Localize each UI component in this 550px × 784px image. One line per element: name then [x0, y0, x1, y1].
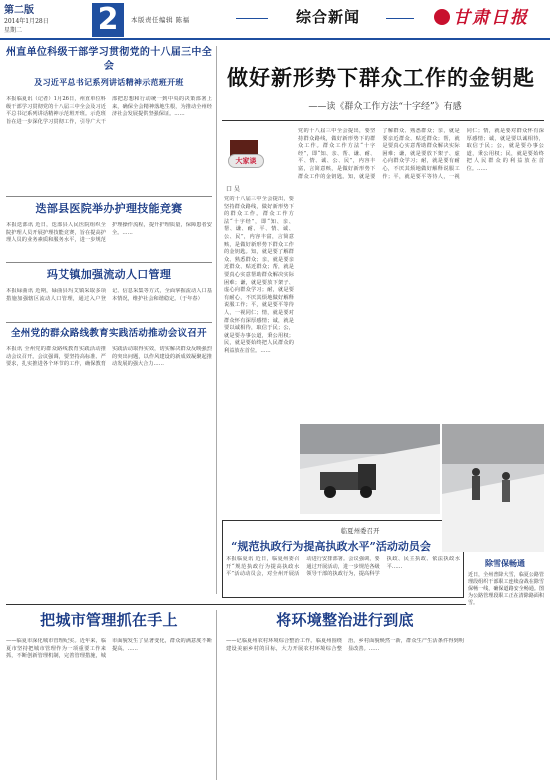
logo-seal-icon — [434, 9, 450, 25]
weekday: 星期二 — [4, 27, 23, 34]
masthead — [0, 0, 550, 42]
feature-author: 口 吴 — [226, 186, 240, 193]
photo-headline: 除雪保畅通 — [485, 558, 525, 568]
story-nursing-contest — [6, 202, 212, 260]
feature-rule — [222, 120, 544, 121]
masthead-rule — [0, 38, 550, 40]
section-rule-left — [236, 18, 268, 19]
page-number: 2 — [92, 3, 124, 37]
section-title: 综合新闻 — [295, 8, 360, 26]
paper-name: 甘肃日报 — [453, 8, 529, 28]
feature-subheadline: ——读《群众工作方法“十字经”》有感 — [308, 102, 462, 112]
inner-story-body: 本报临夏讯 近日，临夏州委召开“规范执政行为提高执政水平”活动动员会，对全州开展活动进行安排部署。会议强调，要通过开展活动，进一步规范各级领导干部的执政行为，提高科学执政、民主执政、依法执政水平…… — [226, 556, 460, 578]
editors-line: 本版责任编辑 陈福 — [131, 16, 190, 24]
headline: 全州党的群众路线教育实践活动推动会议召开 — [10, 328, 207, 339]
story-environment — [226, 610, 464, 784]
photo-caption: 近日，全州普降大雪，临夏公路管理段组织干部职工连续奋战在除雪保畅一线，确保道路安全畅通。图为公路管理段职工正在清除路面积雪。 — [468, 572, 544, 606]
feature-headline: 做好新形势下群众工作的金钥匙 — [227, 65, 535, 90]
feature-body-col1: 党的十八届三中全会提出，要坚持群众路线，做好新形势下的群众工作。群众工作方法“十字经”，即“知、亲、帮、谦、耐、平、情、诚、公、民”，内容丰富，言简意赅，是做好新形势下群众工作的金钥匙。知，就是要了解群众、熟悉群众；亲，就是要亲近群众、贴近群众；帮，就是要真心实意帮助群众解决实际困难；谦，就是要放下架子、虚心向群众学习；耐，就是要有耐心，不厌其烦地做好解释说服工作；平，就是要平等待人，一视同仁；情，就是要对群众怀有深厚感情；诚，就是要以诚相待，取信于民；公，就是要办事公道，秉公用权；民，就是要始终把人民群众的利益放在首位。…… — [224, 196, 294, 354]
article-body: 本报讯 全州党的群众路线教育实践活动推动会议召开。会议强调，要坚持高标准、严要求，扎实推进各个环节的工作，确保教育实践活动取得实效，切实解决群众反映强烈的突出问题，以作风建设的新成效凝聚起推动发展的强大合力…… — [6, 346, 212, 368]
article-body: ——临夏市深化城市管理纪实。近年来，临夏市坚持把城市管理作为一项重要工作来抓，不断创新管理机制，完善管理措施，城市面貌发生了显著变化，群众的满意度不断提高。…… — [6, 638, 212, 660]
article-body: ——记临夏州农村环境综合整治工作。临夏州围绕建设美丽乡村的目标，大力开展农村环境综合整治，乡村面貌焕然一新，群众生产生活条件得到明显改善。…… — [226, 638, 464, 652]
inner-headline: “规范执政行为提高执政水平”活动动员会 — [231, 540, 431, 553]
headline: 迭部县医院举办护理技能竞赛 — [35, 202, 183, 215]
photo-snow-workers — [442, 424, 544, 552]
headline: 州直单位科级干部学习贯彻党的十八届三中全会 — [6, 47, 212, 72]
subheadline: 及习近平总书记系列讲话精神示范班开班 — [34, 77, 184, 87]
bottom-divider — [6, 604, 466, 605]
story-migrant-management — [6, 268, 212, 318]
story-training-class — [6, 46, 212, 176]
paper-logo — [434, 5, 544, 31]
column-separator — [216, 46, 217, 594]
edition-label: 第二版 — [4, 5, 34, 16]
article-body: 本报临夏讯（记者）1月26日，州直单位科级干部学习贯彻党的十八届三中全会及习近平总书记系列讲话精神示范班开班。示范班旨在进一步深化学习贯彻工作，引导广大干部把思想和行动统一到中央的决策部署上来，确保全会精神落地生根，为推动全州经济社会发展提供坚强保证。…… — [6, 96, 212, 125]
headline: 将环境整治进行到底 — [276, 611, 414, 629]
article-body: 本报迭部讯 近日，迭部县人民医院组织全院护理人员开展护理技能竞赛，旨在提高护理人员的业务素质和服务水平，进一步规范护理操作流程，提升护理质量，保障患者安全。…… — [6, 222, 212, 244]
story-city-management — [6, 610, 212, 784]
headline: 玛艾镇加强流动人口管理 — [46, 268, 172, 281]
divider — [6, 196, 212, 197]
photo-snow-plow — [300, 424, 440, 514]
divider — [6, 262, 212, 263]
feature-body-cols: 党的十八届三中全会提出，要坚持群众路线，做好新形势下的群众工作。群众工作方法“十字经”，即“知、亲、帮、谦、耐、平、情、诚、公、民”，内容丰富，言简意赅，是做好新形势下群众工作的金钥匙。知，就是要了解群众、熟悉群众；亲，就是要亲近群众、贴近群众；帮，就是要真心实意帮助群众解决实际困难；谦，就是要放下架子、虚心向群众学习；耐，就是要有耐心，不厌其烦地做好解释说服工作；平，就是要平等待人，一视同仁；情，就是要对群众怀有深厚感情；诚，就是要以诚相待，取信于民；公，就是要办事公道，秉公用权；民，就是要始终把人民群众的利益放在首位。…… — [298, 128, 544, 180]
column-badge — [224, 140, 272, 180]
column-separator — [216, 610, 217, 780]
date-line: 2014年1月28日 — [4, 18, 49, 25]
inner-kicker: 临夏州委召开 — [340, 527, 380, 535]
badge-label: 大家谈 — [228, 154, 264, 168]
section-rule-right — [386, 18, 414, 19]
headline: 把城市管理抓在手上 — [40, 611, 178, 629]
edition-block — [4, 5, 88, 35]
article-body: 本报碌曲讯 近期，碌曲县玛艾镇采取多项措施加强辖区流动人口管理，通过入户登记、信息采集等方式，全面掌握流动人口基本情况，维护社会和谐稳定。（于年春） — [6, 288, 212, 302]
story-mass-line-meeting — [6, 327, 212, 542]
divider — [6, 322, 212, 323]
